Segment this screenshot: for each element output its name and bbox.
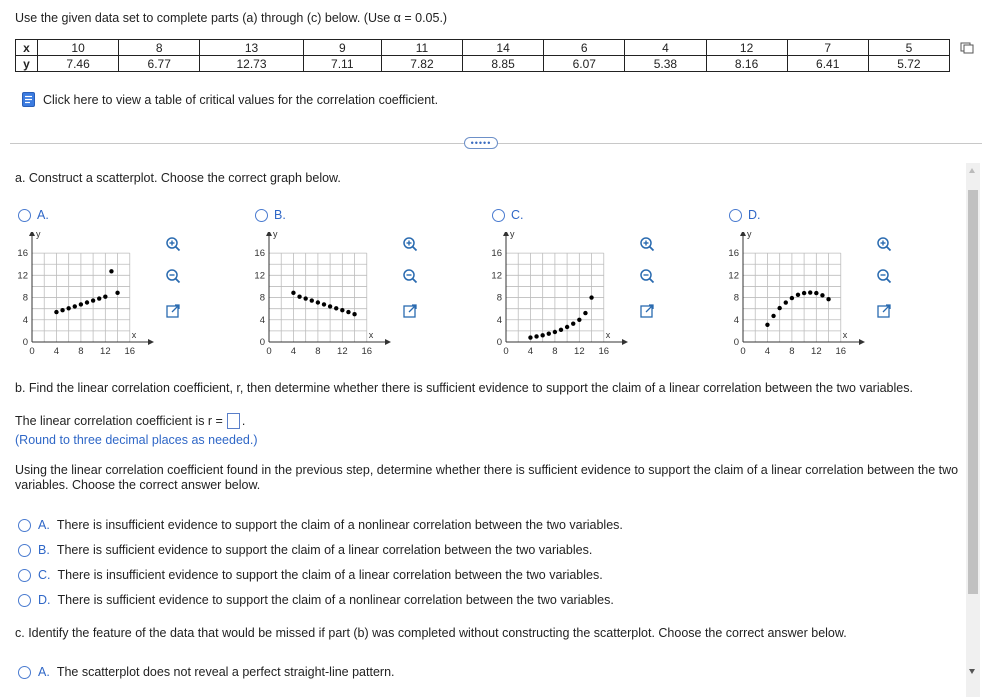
scroll-up-arrow[interactable] — [969, 168, 975, 173]
choice-text: The scatterplot does not reveal a perfect straight-line pattern. — [56, 665, 395, 679]
scrollbar-thumb[interactable] — [968, 190, 978, 594]
table-cell: 13 — [200, 40, 303, 56]
data-point — [777, 306, 781, 310]
data-point — [547, 331, 551, 335]
y-axis-arrow — [503, 232, 509, 236]
radio-button[interactable] — [18, 569, 31, 582]
part-b-prompt: b. Find the linear correlation coefficient, r, then determine whether there is sufficient evidence to support the claim of a linear correlation between the two variables. — [15, 381, 913, 395]
expand-icon[interactable] — [402, 303, 418, 319]
choice-letter: A. — [38, 665, 50, 679]
radio-button[interactable] — [18, 519, 31, 532]
zoom-in-icon[interactable] — [639, 236, 655, 252]
y-tick-label: 0 — [733, 337, 739, 348]
table-cell: 12.73 — [200, 56, 303, 72]
y-tick-label: 16 — [491, 248, 502, 260]
scatterplot-c — [484, 232, 634, 367]
data-point — [303, 296, 307, 300]
expand-icon[interactable] — [165, 303, 181, 319]
y-tick-label: 12 — [254, 270, 265, 282]
x-tick-label: 0 — [740, 346, 746, 357]
data-point — [583, 311, 587, 315]
data-point — [528, 335, 532, 339]
table-cell: 8.85 — [463, 56, 544, 72]
table-cell: 8 — [119, 40, 200, 56]
data-point — [103, 294, 107, 298]
row-header-y: y — [16, 56, 38, 72]
option-letter: C. — [511, 208, 524, 222]
choice-text: There is insufficient evidence to support the claim of a linear correlation between the two variables. — [57, 568, 603, 582]
zoom-out-icon[interactable] — [876, 268, 892, 284]
choice-b-c[interactable] — [18, 568, 603, 582]
table-cell: 14 — [463, 40, 544, 56]
table-cell: 4 — [625, 40, 706, 56]
x-axis-label: x — [842, 330, 848, 340]
data-table — [15, 39, 950, 72]
data-point — [802, 291, 806, 295]
zoom-in-icon[interactable] — [402, 236, 418, 252]
part-a-prompt: a. Construct a scatterplot. Choose the correct graph below. — [15, 171, 341, 185]
r-suffix: . — [241, 414, 246, 428]
x-tick-label: 16 — [124, 346, 136, 357]
r-answer-input[interactable] — [227, 413, 240, 429]
choice-letter: B. — [38, 543, 50, 557]
y-tick-label: 12 — [491, 270, 502, 282]
table-cell: 5 — [868, 40, 949, 56]
data-point — [784, 300, 788, 304]
data-point — [814, 291, 818, 295]
y-axis-label: y — [510, 232, 515, 239]
data-point — [79, 302, 83, 306]
more-dots: ••••• — [470, 138, 492, 148]
table-cell: 10 — [38, 40, 119, 56]
data-point — [796, 293, 800, 297]
x-axis-arrow — [622, 339, 628, 345]
choice-c-a[interactable] — [18, 665, 395, 679]
radio-button[interactable] — [18, 209, 31, 222]
x-tick-label: 0 — [29, 346, 35, 357]
data-point — [340, 308, 344, 312]
choice-letter: C. — [38, 568, 51, 582]
table-cell: 12 — [706, 40, 787, 56]
x-tick-label: 8 — [789, 346, 795, 357]
data-point — [310, 298, 314, 302]
data-point — [808, 290, 812, 294]
y-tick-label: 16 — [254, 248, 265, 260]
more-button[interactable] — [464, 137, 498, 149]
data-point — [826, 297, 830, 301]
choice-text: There is insufficient evidence to support the claim of a nonlinear correlation between the two variables. — [56, 518, 623, 532]
data-point — [559, 328, 563, 332]
zoom-in-icon[interactable] — [876, 236, 892, 252]
choice-b-a[interactable] — [18, 518, 623, 532]
x-axis-arrow — [859, 339, 865, 345]
radio-button[interactable] — [255, 209, 268, 222]
zoom-in-icon[interactable] — [165, 236, 181, 252]
x-axis-label: x — [131, 330, 137, 340]
radio-button[interactable] — [18, 594, 31, 607]
x-tick-label: 8 — [552, 346, 558, 357]
y-tick-label: 0 — [259, 337, 265, 348]
option-letter: B. — [274, 208, 286, 222]
row-header-x: x — [16, 40, 38, 56]
x-tick-label: 0 — [503, 346, 509, 357]
option-letter: D. — [748, 208, 761, 222]
data-point — [790, 296, 794, 300]
data-point — [540, 333, 544, 337]
y-axis-arrow — [740, 232, 746, 236]
choice-letter: D. — [38, 593, 51, 607]
y-tick-label: 8 — [259, 292, 265, 304]
table-cell: 7 — [787, 40, 868, 56]
copy-data-icon[interactable] — [960, 42, 974, 54]
y-tick-label: 16 — [728, 248, 739, 260]
instructions: Use the given data set to complete parts (a) through (c) below. (Use α = 0.05.) — [15, 11, 448, 25]
scroll-down-arrow[interactable] — [969, 669, 975, 674]
data-point — [565, 325, 569, 329]
table-cell: 6.41 — [787, 56, 868, 72]
data-point — [91, 298, 95, 302]
data-point — [60, 308, 64, 312]
radio-button[interactable] — [18, 544, 31, 557]
part-b-question: Using the linear correlation coefficient found in the previous step, determine whether there is sufficient evidence to support the claim of a linear correlation between the two variables. Choose the correct answer below. — [15, 463, 959, 492]
data-point — [115, 291, 119, 295]
scatterplot-b — [247, 232, 397, 367]
data-point — [73, 304, 77, 308]
expand-icon[interactable] — [639, 303, 655, 319]
data-point — [553, 330, 557, 334]
x-tick-label: 16 — [835, 346, 847, 357]
data-point — [765, 323, 769, 327]
y-tick-label: 4 — [259, 314, 265, 326]
x-tick-label: 4 — [527, 346, 534, 357]
x-tick-label: 12 — [337, 346, 348, 357]
y-axis-label: y — [273, 232, 278, 239]
data-point — [97, 296, 101, 300]
data-point — [571, 321, 575, 325]
data-point — [322, 302, 326, 306]
data-point — [291, 291, 295, 295]
critical-values-link[interactable] — [22, 92, 438, 107]
table-cell: 7.46 — [38, 56, 119, 72]
expand-icon[interactable] — [876, 303, 892, 319]
y-axis-arrow — [266, 232, 272, 236]
data-point — [820, 293, 824, 297]
radio-button[interactable] — [729, 209, 742, 222]
critical-values-link-text[interactable]: Click here to view a table of critical values for the correlation coefficient. — [43, 92, 439, 107]
choice-text: There is sufficient evidence to support the claim of a nonlinear correlation between the two variables. — [57, 593, 614, 607]
data-point — [771, 314, 775, 318]
y-tick-label: 0 — [496, 337, 502, 348]
x-tick-label: 4 — [53, 346, 60, 357]
y-tick-label: 12 — [17, 270, 28, 282]
y-tick-label: 16 — [17, 248, 28, 260]
x-tick-label: 4 — [290, 346, 297, 357]
data-point — [334, 306, 338, 310]
graph-option-d[interactable] — [729, 208, 761, 222]
x-tick-label: 8 — [78, 346, 84, 357]
data-point — [85, 300, 89, 304]
data-point — [577, 318, 581, 322]
x-tick-label: 12 — [811, 346, 822, 357]
y-tick-label: 8 — [733, 292, 739, 304]
zoom-out-icon[interactable] — [165, 268, 181, 284]
y-axis-arrow — [29, 232, 35, 236]
table-cell: 6.07 — [544, 56, 625, 72]
table-cell: 5.38 — [625, 56, 706, 72]
x-tick-label: 12 — [100, 346, 111, 357]
choice-b-b[interactable] — [18, 543, 592, 557]
table-cell: 9 — [303, 40, 381, 56]
y-tick-label: 0 — [22, 337, 28, 348]
radio-button[interactable] — [492, 209, 505, 222]
zoom-out-icon[interactable] — [639, 268, 655, 284]
data-point — [316, 300, 320, 304]
x-tick-label: 0 — [266, 346, 272, 357]
table-cell: 6.77 — [119, 56, 200, 72]
zoom-out-icon[interactable] — [402, 268, 418, 284]
table-cell: 7.82 — [381, 56, 462, 72]
x-axis-label: x — [368, 330, 374, 340]
scatterplot-a — [10, 232, 160, 367]
y-tick-label: 8 — [22, 292, 28, 304]
graph-option-a[interactable] — [18, 208, 49, 222]
choice-text: There is sufficient evidence to support the claim of a linear correlation between the two variables. — [56, 543, 593, 557]
option-letter: A. — [37, 208, 49, 222]
x-tick-label: 16 — [598, 346, 610, 357]
data-point — [589, 295, 593, 299]
table-cell: 7.11 — [303, 56, 381, 72]
x-tick-label: 16 — [361, 346, 373, 357]
data-point — [109, 269, 113, 273]
table-cell: 8.16 — [706, 56, 787, 72]
data-point — [346, 310, 350, 314]
data-point — [66, 306, 70, 310]
part-c-prompt: c. Identify the feature of the data that would be missed if part (b) was completed without constructing the scatterplot. Choose the correct answer below. — [15, 626, 847, 640]
r-prefix: The linear correlation coefficient is r = — [15, 414, 223, 428]
x-tick-label: 8 — [315, 346, 321, 357]
data-point — [54, 310, 58, 314]
table-cell: 11 — [381, 40, 462, 56]
choice-b-d[interactable] — [18, 593, 614, 607]
x-axis-arrow — [385, 339, 391, 345]
data-point — [297, 294, 301, 298]
x-tick-label: 12 — [574, 346, 585, 357]
choice-letter: A. — [38, 518, 50, 532]
graph-option-c[interactable] — [492, 208, 524, 222]
table-cell: 6 — [544, 40, 625, 56]
y-tick-label: 8 — [496, 292, 502, 304]
y-tick-label: 4 — [496, 314, 502, 326]
data-point — [534, 334, 538, 338]
y-tick-label: 4 — [733, 314, 739, 326]
y-axis-label: y — [747, 232, 752, 239]
data-point — [328, 304, 332, 308]
table-row-y — [16, 56, 950, 72]
y-tick-label: 4 — [22, 314, 28, 326]
data-point — [352, 312, 356, 316]
document-icon — [22, 92, 35, 107]
rounding-note: (Round to three decimal places as needed.) — [15, 433, 258, 447]
y-tick-label: 12 — [728, 270, 739, 282]
y-axis-label: y — [36, 232, 41, 239]
r-answer-line — [15, 413, 245, 429]
radio-button[interactable] — [18, 666, 31, 679]
x-tick-label: 4 — [764, 346, 771, 357]
scatterplot-d — [721, 232, 871, 367]
x-axis-arrow — [148, 339, 154, 345]
graph-option-b[interactable] — [255, 208, 286, 222]
x-axis-label: x — [605, 330, 611, 340]
table-row-x — [16, 40, 950, 56]
table-cell: 5.72 — [868, 56, 949, 72]
